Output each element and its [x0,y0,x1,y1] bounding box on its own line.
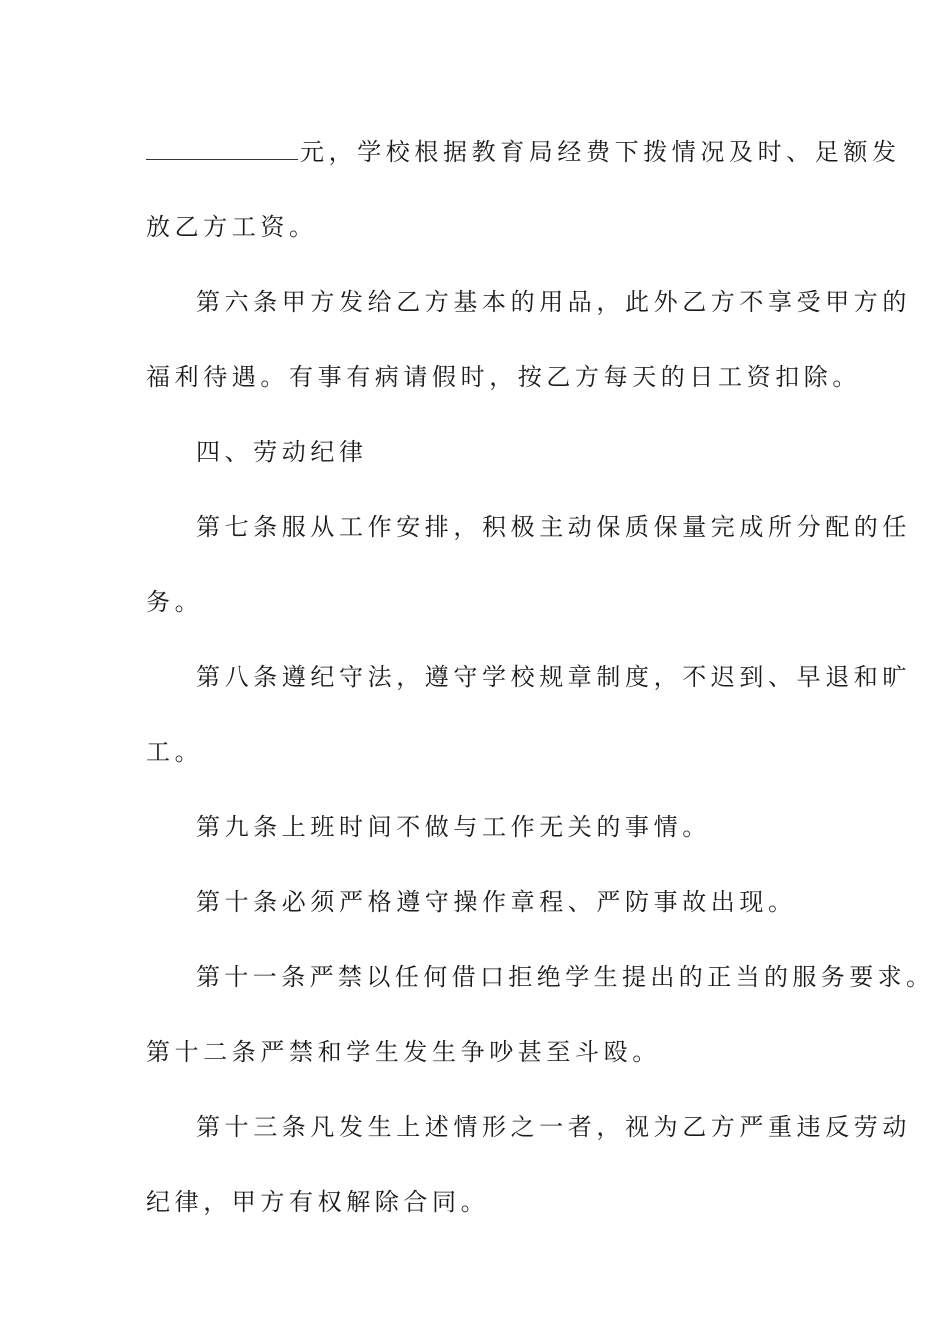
article-6: 第六条甲方发给乙方基本的用品，此外乙方不享受甲方的 [196,288,911,316]
article-13: 第十三条凡发生上述情形之一者，视为乙方严重违反劳动 [196,1113,911,1141]
article-8-continued: 工。 [146,738,204,766]
salary-blank-field [146,139,298,160]
article-10: 第十条必须严格遵守操作章程、严防事故出现。 [196,888,797,916]
article-7-continued: 务。 [146,588,204,616]
article-9: 第九条上班时间不做与工作无关的事情。 [196,813,711,841]
salary-line [146,136,901,168]
salary-text: 元，学校根据教育局经费下拨情况及时、足额发 [300,138,901,166]
article-13-continued: 纪律，甲方有权解除合同。 [146,1188,490,1216]
section-heading-labor-discipline: 四、劳动纪律 [196,438,368,466]
article-8: 第八条遵纪守法，遵守学校规章制度，不迟到、早退和旷 [196,663,911,691]
article-11: 第十一条严禁以任何借口拒绝学生提出的正当的服务要求。 [196,963,935,991]
article-12: 第十二条严禁和学生发生争吵甚至斗殴。 [146,1038,661,1066]
article-7: 第七条服从工作安排，积极主动保质保量完成所分配的任 [196,513,911,541]
article-6-continued: 福利待遇。有事有病请假时，按乙方每天的日工资扣除。 [146,363,861,391]
salary-line-continued: 放乙方工资。 [146,213,318,241]
